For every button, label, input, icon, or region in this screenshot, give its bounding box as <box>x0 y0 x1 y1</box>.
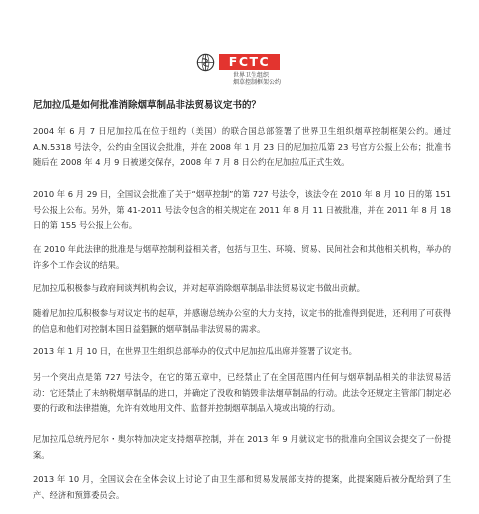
header-logos <box>196 53 296 85</box>
document-title: 尼加拉瓜是如何批准消除烟草制品非法贸易议定书的？ <box>33 100 262 111</box>
who-emblem-icon <box>196 53 215 72</box>
paragraph-3: 在 2010 年此法律的批准是与烟草控制利益相关者，包括与卫生、环境、贸易、民间社会和其他相关机构，举办的许多个工作会议的结果。 <box>33 244 451 270</box>
paragraph-2: 2010 年 6 月 29 日，全国议会批准了关于“烟草控制”的第 727 号法令，该法令在 2010 年 8 月 10 日的第 151 号公报上公布。另外，第 41-2011 号法令包含的相关规定在 2011 年 8 月 11 日被批准，并在 2011 年 8 月 18 日的第 155 号公报上公布。 <box>33 189 451 230</box>
paragraph-9: 2013 年 10 月，全国议会在全体会议上讨论了由卫生部和贸易发展部支持的提案，此提案随后被分配给到了生产、经济和预算委员会。 <box>33 474 451 500</box>
paragraph-8: 尼加拉瓜总统丹尼尔・奥尔特加决定支持烟草控制，并在 2013 年 9 月就议定书的批准向全国议会提交了一份提案。 <box>33 434 451 460</box>
paragraph-5: 随着尼加拉瓜积极参与对议定书的起草，并感谢总统办公室的大力支持，议定书的批准得到促进，还利用了可获得的信息和他们对控制本国日益猖獗的烟草制品非法贸易的需求。 <box>33 308 451 334</box>
org-name-line1: 世界卫生组织 <box>233 72 270 79</box>
org-name-line2: 烟草控制框架公约 <box>233 79 282 86</box>
paragraph-1: 2004 年 6 月 7 日尼加拉瓜在位于纽约（美国）的联合国总部签署了世界卫生组织烟草控制框架公约。通过 A.N.5318 号法令，公约由全国议会批准，并在 2008 年 1 月 23 日的尼加拉瓜第 23 号官方公报上公布；批准书随后在 2008 年 4 月 9 日被递交保存，2008 年 7 月 8 日公约在尼加拉瓜正式生效。 <box>33 126 451 167</box>
fctc-logo: FCTC <box>219 54 280 70</box>
paragraph-4: 尼加拉瓜积极参与政府间谈判机构会议，并对起草消除烟草制品非法贸易议定书做出贡献。 <box>33 283 365 293</box>
paragraph-7: 另一个突出点是第 727 号法令，在它的第五章中，已经禁止了在全国范围内任何与烟草制品相关的非法贸易活动：它还禁止了未纳税烟草制品的进口，并确定了没收和销毁非法烟草制品的行动。此法令还规定主管部门制定必要的行政和法律措施，允许有效地用文件、监督并控制烟草制品入境或出境的行动。 <box>33 372 451 413</box>
paragraph-6: 2013 年 1 月 10 日，在世界卫生组织总部举办的仪式中尼加拉瓜出席并签署了议定书。 <box>33 346 357 356</box>
